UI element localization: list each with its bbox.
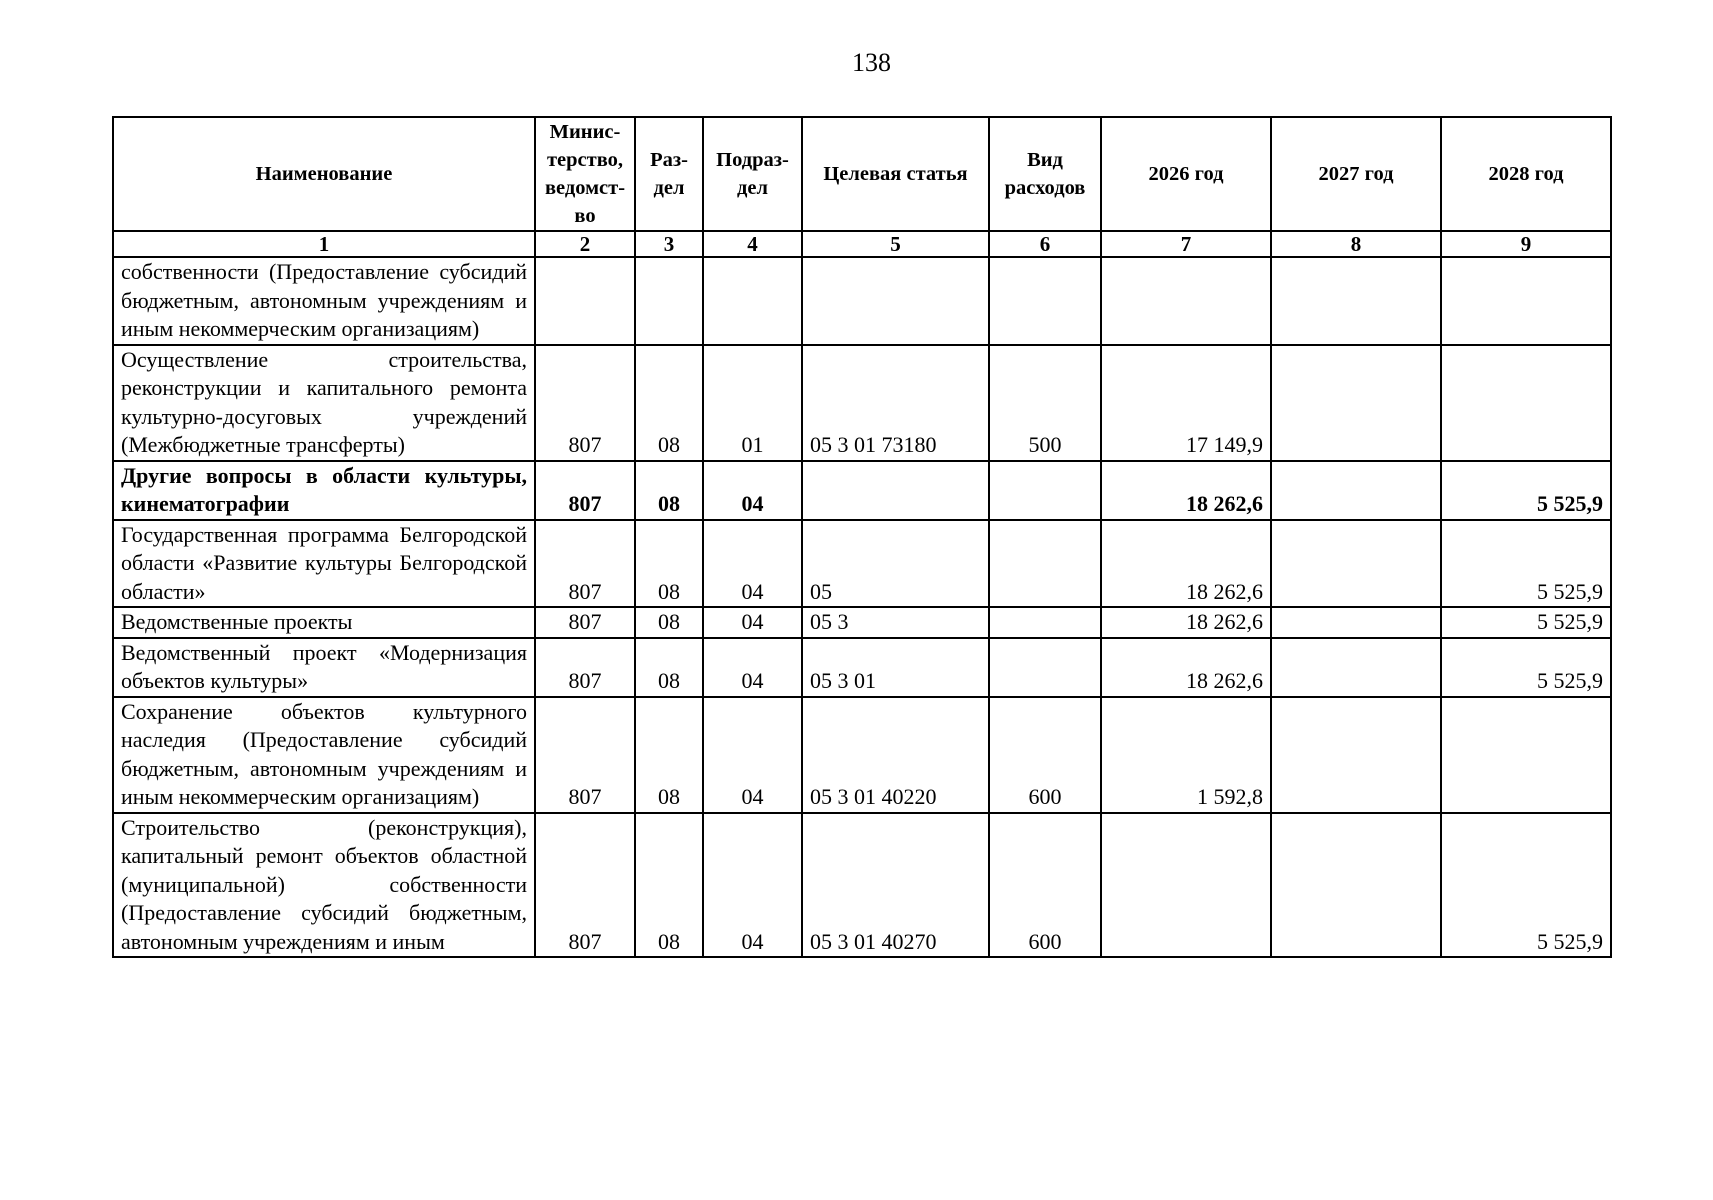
row-2027 bbox=[1271, 520, 1441, 608]
row-2026 bbox=[1101, 257, 1271, 345]
row-2026: 1 592,8 bbox=[1101, 697, 1271, 813]
table-header-row bbox=[113, 117, 1611, 231]
row-2028: 5 525,9 bbox=[1441, 461, 1611, 520]
row-section: 08 bbox=[635, 345, 703, 461]
row-ministry: 807 bbox=[535, 813, 635, 958]
row-target: 05 3 01 73180 bbox=[802, 345, 989, 461]
row-expense-type bbox=[989, 638, 1101, 697]
row-section: 08 bbox=[635, 813, 703, 958]
header-2028: 2028 год bbox=[1441, 117, 1611, 231]
row-section: 08 bbox=[635, 697, 703, 813]
row-2026: 18 262,6 bbox=[1101, 607, 1271, 638]
row-section: 08 bbox=[635, 638, 703, 697]
row-2026: 18 262,6 bbox=[1101, 520, 1271, 608]
column-number: 5 bbox=[802, 231, 989, 257]
row-expense-type bbox=[989, 461, 1101, 520]
row-target: 05 3 01 40270 bbox=[802, 813, 989, 958]
row-2028: 5 525,9 bbox=[1441, 813, 1611, 958]
row-name: Государственная программа Белгородской области «Развитие культуры Белгородской области» bbox=[113, 520, 535, 608]
page-number: 138 bbox=[852, 48, 891, 77]
row-target bbox=[802, 461, 989, 520]
row-expense-type bbox=[989, 607, 1101, 638]
row-2028: 5 525,9 bbox=[1441, 607, 1611, 638]
row-ministry: 807 bbox=[535, 461, 635, 520]
header-expense-type: Вид расходов bbox=[989, 117, 1101, 231]
row-target: 05 3 bbox=[802, 607, 989, 638]
row-target: 05 bbox=[802, 520, 989, 608]
row-ministry bbox=[535, 257, 635, 345]
row-expense-type: 600 bbox=[989, 697, 1101, 813]
row-name: собственности (Предоставление субсидий бюджетным, автономным учреждениям и иным некоммерческим организациям) bbox=[113, 257, 535, 345]
table-row bbox=[113, 697, 1611, 813]
table-row bbox=[113, 257, 1611, 345]
column-number: 3 bbox=[635, 231, 703, 257]
column-number: 6 bbox=[989, 231, 1101, 257]
column-number: 2 bbox=[535, 231, 635, 257]
row-section bbox=[635, 257, 703, 345]
table-row bbox=[113, 520, 1611, 608]
row-2026: 17 149,9 bbox=[1101, 345, 1271, 461]
row-target: 05 3 01 bbox=[802, 638, 989, 697]
row-2028: 5 525,9 bbox=[1441, 638, 1611, 697]
row-section: 08 bbox=[635, 461, 703, 520]
row-target bbox=[802, 257, 989, 345]
row-2027 bbox=[1271, 461, 1441, 520]
column-number-row bbox=[113, 231, 1611, 257]
budget-table bbox=[112, 116, 1612, 958]
table-row bbox=[113, 607, 1611, 638]
row-ministry: 807 bbox=[535, 520, 635, 608]
row-2027 bbox=[1271, 697, 1441, 813]
row-name: Ведомственный проект «Модернизация объектов культуры» bbox=[113, 638, 535, 697]
row-subsection: 04 bbox=[703, 520, 802, 608]
header-subsection: Подраз-дел bbox=[703, 117, 802, 231]
row-2027 bbox=[1271, 257, 1441, 345]
row-expense-type bbox=[989, 257, 1101, 345]
row-subsection: 04 bbox=[703, 607, 802, 638]
row-ministry: 807 bbox=[535, 697, 635, 813]
row-2028 bbox=[1441, 257, 1611, 345]
row-ministry: 807 bbox=[535, 638, 635, 697]
header-name: Наименование bbox=[113, 117, 535, 231]
row-section: 08 bbox=[635, 520, 703, 608]
table-row bbox=[113, 461, 1611, 520]
row-subsection: 04 bbox=[703, 813, 802, 958]
row-2026: 18 262,6 bbox=[1101, 638, 1271, 697]
row-2027 bbox=[1271, 607, 1441, 638]
header-section: Раз-дел bbox=[635, 117, 703, 231]
row-name: Ведомственные проекты bbox=[113, 607, 535, 638]
header-target: Целевая статья bbox=[802, 117, 989, 231]
row-name: Строительство (реконструкция), капитальный ремонт объектов областной (муниципальной) собственности (Предоставление субсидий бюджетным, автономным учреждениям и иным bbox=[113, 813, 535, 958]
row-2026 bbox=[1101, 813, 1271, 958]
row-2028 bbox=[1441, 345, 1611, 461]
row-expense-type bbox=[989, 520, 1101, 608]
header-ministry: Минис-терство, ведомст-во bbox=[535, 117, 635, 231]
table-row bbox=[113, 813, 1611, 958]
row-2027 bbox=[1271, 345, 1441, 461]
row-2027 bbox=[1271, 638, 1441, 697]
column-number: 9 bbox=[1441, 231, 1611, 257]
row-2028: 5 525,9 bbox=[1441, 520, 1611, 608]
table-row bbox=[113, 345, 1611, 461]
header-2027: 2027 год bbox=[1271, 117, 1441, 231]
row-target: 05 3 01 40220 bbox=[802, 697, 989, 813]
row-expense-type: 600 bbox=[989, 813, 1101, 958]
row-subsection: 04 bbox=[703, 638, 802, 697]
row-ministry: 807 bbox=[535, 345, 635, 461]
row-2027 bbox=[1271, 813, 1441, 958]
column-number: 1 bbox=[113, 231, 535, 257]
row-ministry: 807 bbox=[535, 607, 635, 638]
column-number: 8 bbox=[1271, 231, 1441, 257]
row-2026: 18 262,6 bbox=[1101, 461, 1271, 520]
row-name: Сохранение объектов культурного наследия (Предоставление субсидий бюджетным, автономным учреждениям и иным некоммерческим организациям) bbox=[113, 697, 535, 813]
column-number: 4 bbox=[703, 231, 802, 257]
row-subsection: 01 bbox=[703, 345, 802, 461]
row-2028 bbox=[1441, 697, 1611, 813]
table-row bbox=[113, 638, 1611, 697]
row-name: Осуществление строительства, реконструкции и капитального ремонта культурно-досуговых учреждений (Межбюджетные трансферты) bbox=[113, 345, 535, 461]
row-name: Другие вопросы в области культуры, кинематографии bbox=[113, 461, 535, 520]
row-expense-type: 500 bbox=[989, 345, 1101, 461]
column-number: 7 bbox=[1101, 231, 1271, 257]
header-2026: 2026 год bbox=[1101, 117, 1271, 231]
row-subsection: 04 bbox=[703, 461, 802, 520]
row-section: 08 bbox=[635, 607, 703, 638]
row-subsection: 04 bbox=[703, 697, 802, 813]
row-subsection bbox=[703, 257, 802, 345]
